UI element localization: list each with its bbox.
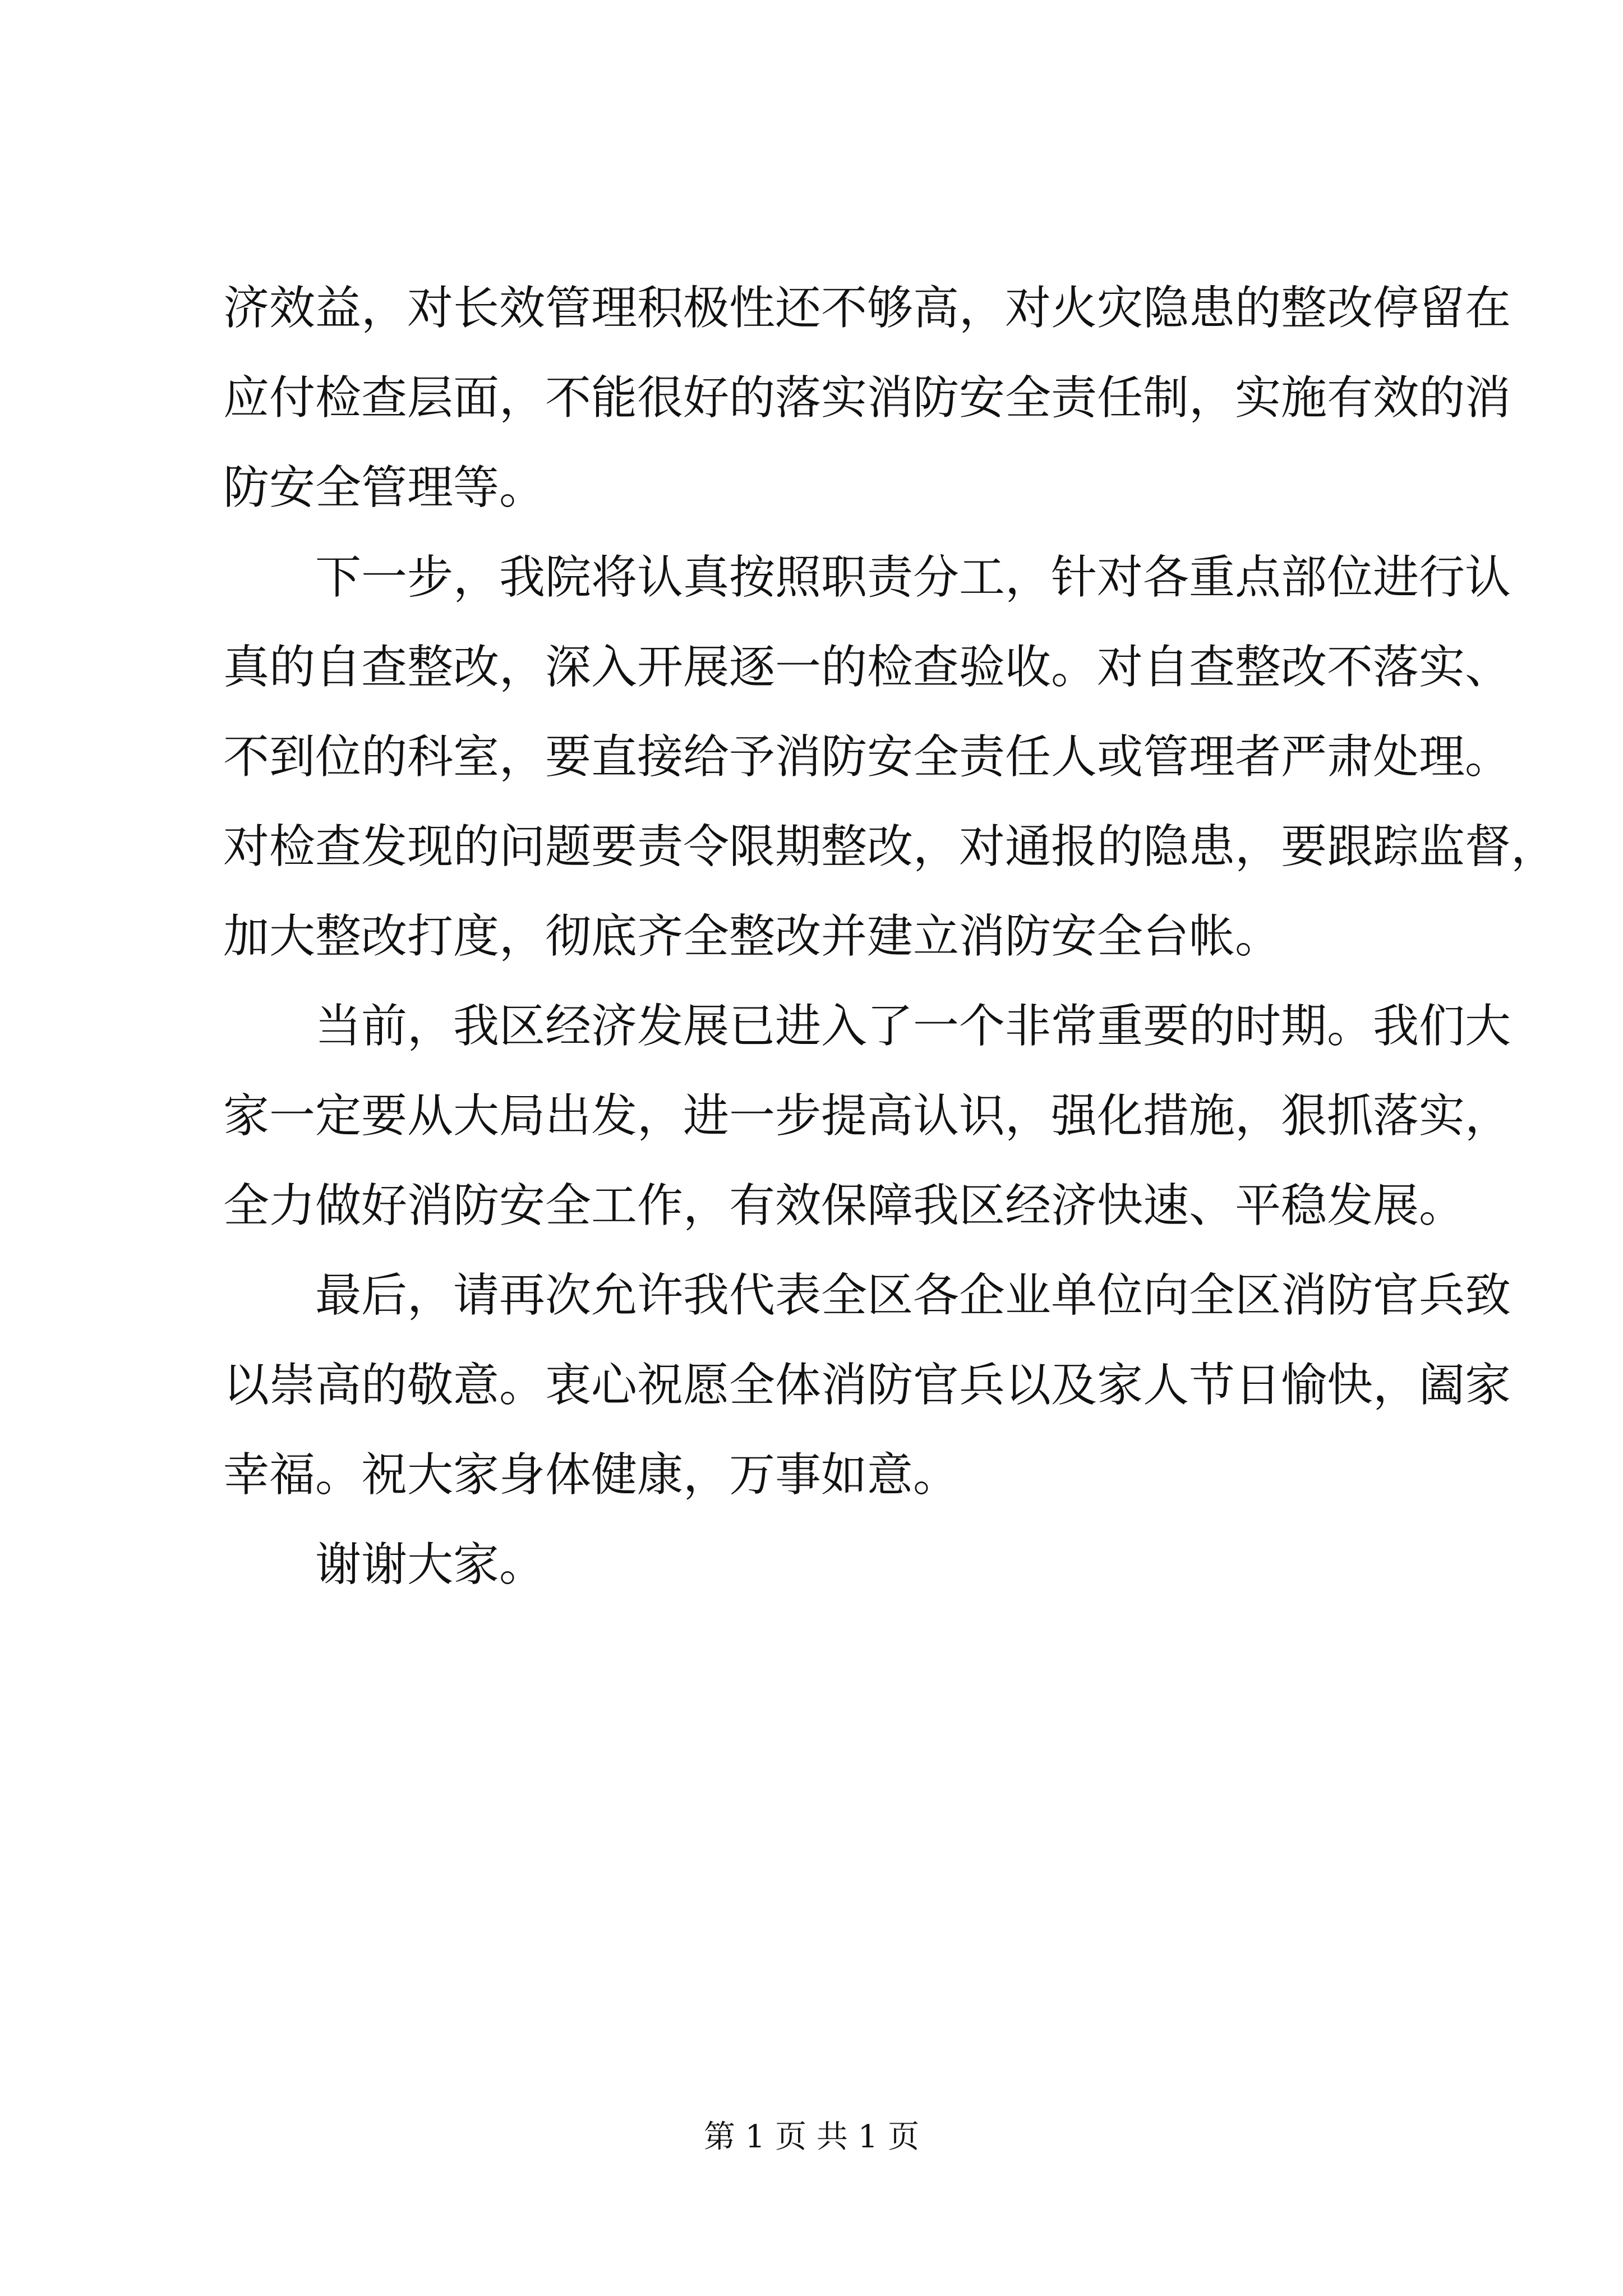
- text-line: 应付检查层面，不能很好的落实消防安全责任制，实施有效的消: [223, 371, 1511, 425]
- text-line: 加大整改打度，彻底齐全整改并建立消防安全台帐。: [223, 910, 1281, 963]
- text-line: 以崇高的敬意。衷心祝愿全体消防官兵以及家人节日愉快，阖家: [223, 1359, 1511, 1412]
- text-line: 谢谢大家。: [315, 1538, 546, 1591]
- page-footer: 第 1 页 共 1 页: [703, 2119, 920, 2155]
- text-line: 当前，我区经济发展已进入了一个非常重要的时期。我们大: [315, 1000, 1511, 1053]
- text-line: 真的自查整改，深入开展逐一的检查验收。对自查整改不落实、: [223, 641, 1511, 694]
- text-line: 幸福。祝大家身体健康，万事如意。: [223, 1448, 960, 1502]
- text-line: 不到位的科室，要直接给予消防安全责任人或管理者严肃处理。: [223, 730, 1511, 784]
- text-line: 防安全管理等。: [223, 461, 546, 514]
- text-line: 下一步，我院将认真按照职责分工，针对各重点部位进行认: [315, 551, 1511, 604]
- document-body: [223, 264, 1557, 1610]
- text-line: 家一定要从大局出发，进一步提高认识，强化措施，狠抓落实，: [223, 1089, 1511, 1143]
- text-line: 最后，请再次允许我代表全区各企业单位向全区消防官兵致: [315, 1269, 1511, 1322]
- text-line: 济效益，对长效管理积极性还不够高，对火灾隐患的整改停留在: [223, 282, 1511, 335]
- text-line: 全力做好消防安全工作，有效保障我区经济快速、平稳发展。: [223, 1179, 1465, 1232]
- text-line: 对检查发现的问题要责令限期整改，对通报的隐患，要跟踪监督，: [223, 820, 1557, 873]
